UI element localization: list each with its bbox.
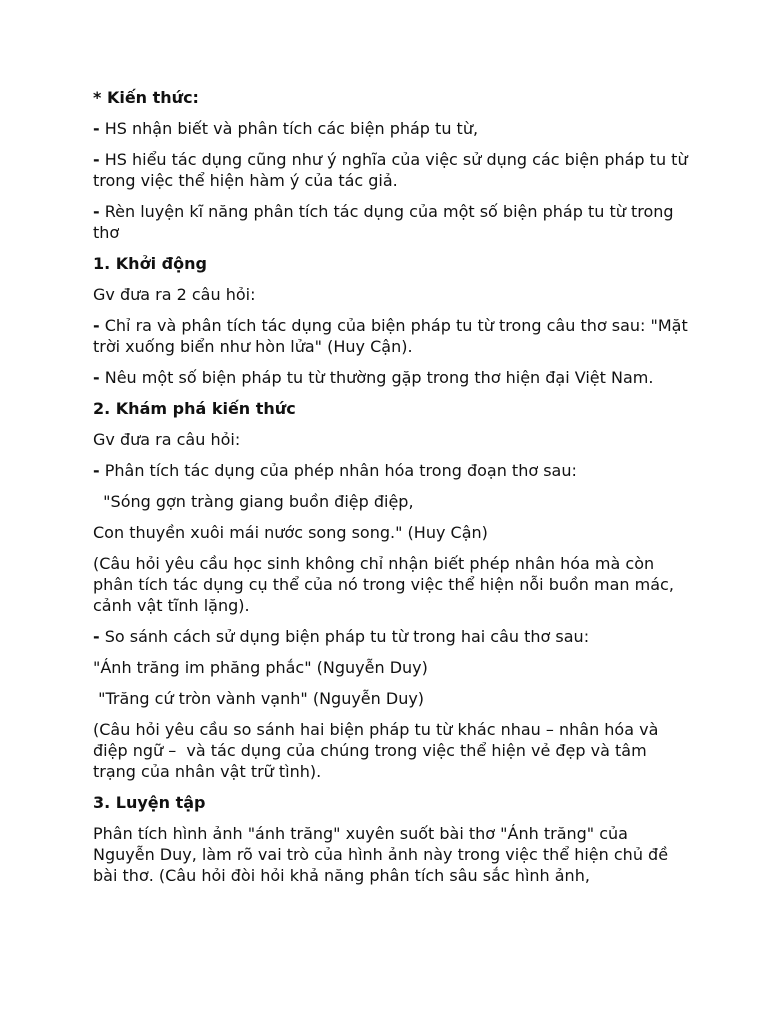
question-text: Nêu một số biện pháp tu từ thường gặp trong thơ hiện đại Việt Nam. — [99, 368, 654, 387]
knowledge-item — [93, 201, 693, 243]
bullet-dash: - — [93, 627, 100, 646]
question-text: Phân tích tác dụng của phép nhân hóa trong đoạn thơ sau: — [99, 461, 577, 480]
poem-line: "Trăng cứ tròn vành vạnh" (Nguyễn Duy) — [93, 689, 425, 708]
poem-line: "Sóng gợn tràng giang buồn điệp điệp, — [93, 492, 414, 511]
knowledge-item-text: Rèn luyện kĩ năng phân tích tác dụng của một số biện pháp tu từ trong thơ — [93, 202, 679, 242]
bullet-dash: - — [93, 202, 100, 221]
section-heading-explore: 2. Khám phá kiến thức — [93, 399, 296, 418]
poem-line: Con thuyền xuôi mái nước song song." (Huy Cận) — [93, 523, 488, 542]
question-item — [93, 460, 693, 481]
knowledge-item-text: HS nhận biết và phân tích các biện pháp tu từ, — [99, 119, 479, 138]
question-text: Chỉ ra và phân tích tác dụng của biện pháp tu từ trong câu thơ sau: "Mặt trời xuống biển như hòn lửa" (Huy Cận). — [93, 316, 693, 356]
bullet-dash: - — [93, 368, 100, 387]
question-item — [93, 626, 693, 647]
knowledge-item-text: HS hiểu tác dụng cũng như ý nghĩa của việc sử dụng các biện pháp tu từ trong việc thể hiện hàm ý của tác giả. — [93, 150, 693, 190]
knowledge-item — [93, 118, 693, 139]
knowledge-heading: * Kiến thức: — [93, 88, 199, 107]
question-note: (Câu hỏi yêu cầu học sinh không chỉ nhận biết phép nhân hóa mà còn phân tích tác dụng cụ thể của nó trong việc thể hiện nỗi buồn man mác, cảnh vật tĩnh lặng). — [93, 554, 679, 615]
bullet-dash: - — [93, 461, 100, 480]
section-intro: Gv đưa ra 2 câu hỏi: — [93, 285, 256, 304]
bullet-dash: - — [93, 150, 100, 169]
poem-line: "Ánh trăng im phăng phắc" (Nguyễn Duy) — [93, 658, 428, 677]
section-intro: Gv đưa ra câu hỏi: — [93, 430, 241, 449]
section-heading-warmup: 1. Khởi động — [93, 254, 207, 273]
section-heading-practice: 3. Luyện tập — [93, 793, 206, 812]
practice-text: Phân tích hình ảnh "ánh trăng" xuyên suốt bài thơ "Ánh trăng" của Nguyễn Duy, làm rõ vai trò của hình ảnh này trong việc thể hiện chủ đề bài thơ. (Câu hỏi đòi hỏi khả năng phân tích sâu sắc hình ảnh, — [93, 824, 674, 885]
bullet-dash: - — [93, 119, 100, 138]
question-note: (Câu hỏi yêu cầu so sánh hai biện pháp tu từ khác nhau – nhân hóa và điệp ngữ – và tác dụng của chúng trong việc thể hiện vẻ đẹp và tâm trạng của nhân vật trữ tình). — [93, 720, 664, 781]
bullet-dash: - — [93, 316, 100, 335]
knowledge-item — [93, 149, 693, 191]
question-item — [93, 367, 693, 388]
question-text: So sánh cách sử dụng biện pháp tu từ trong hai câu thơ sau: — [99, 627, 590, 646]
document-body — [93, 87, 693, 896]
question-item — [93, 315, 693, 357]
